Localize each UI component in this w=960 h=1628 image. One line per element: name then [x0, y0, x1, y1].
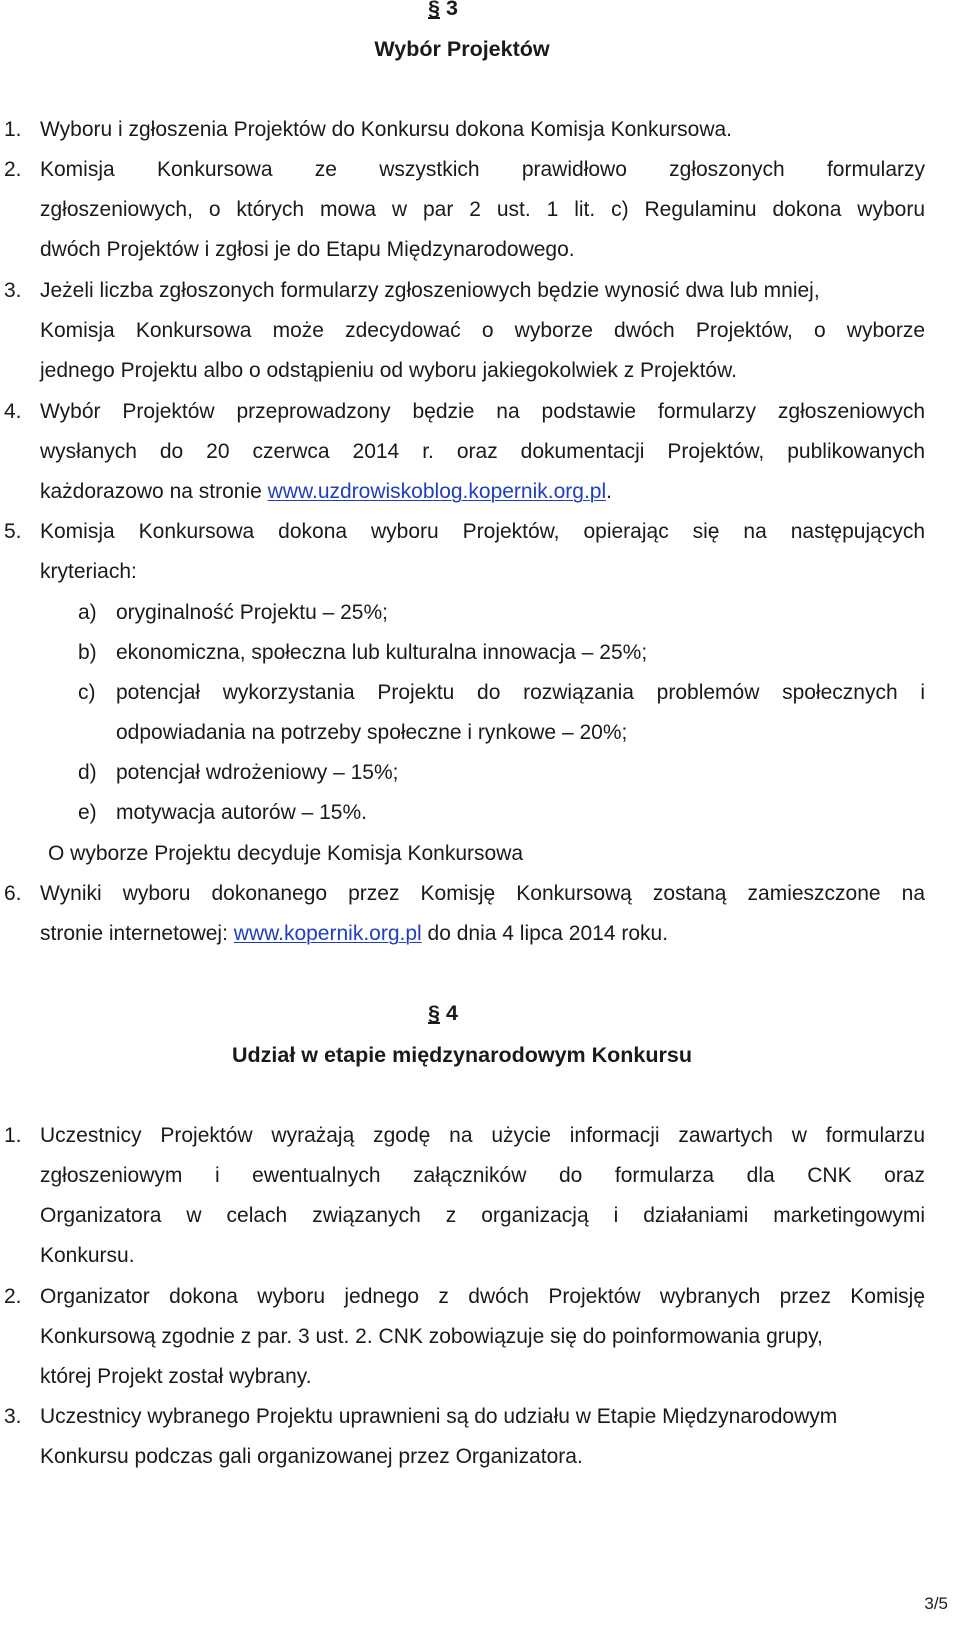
criteria-note: O wyborze Projektu decyduje Komisja Konkursowa [48, 842, 524, 865]
list-item-text: zgłoszeniowych, o których mowa w par 2 ust. 1 lit. c) Regulaminu dokona wyboru [40, 198, 925, 221]
list-item-text: Konkursową zgodnie z par. 3 ust. 2. CNK zobowiązuje się do poinformowania grupy, [40, 1325, 823, 1348]
item-number: 3. [4, 279, 22, 302]
text-fragment: do dnia 4 lipca 2014 roku. [421, 922, 669, 945]
text-fragment: każdorazowo na stronie [40, 480, 268, 503]
section-4-marker [428, 1001, 458, 1026]
kopernik-link[interactable]: www.kopernik.org.pl [233, 922, 422, 945]
section-number: 4 [445, 1001, 458, 1025]
criterion-text: potencjał wdrożeniowy – 15%; [116, 761, 399, 784]
item-number: 1. [4, 118, 22, 141]
list-item-text: Organizatora w celach związanych z organizacją i działaniami marketingowymi [40, 1204, 925, 1227]
list-item-text: Wybór Projektów przeprowadzony będzie na podstawie formularzy zgłoszeniowych [40, 400, 925, 423]
section-3-marker [428, 0, 458, 21]
section-number: 3 [445, 0, 458, 20]
section-3-title: Wybór Projektów [374, 37, 550, 61]
list-item-text: której Projekt został wybrany. [40, 1365, 312, 1388]
list-item-text: Konkursu. [40, 1244, 135, 1267]
section-glyph: § [428, 0, 440, 20]
item-number: 2. [4, 158, 22, 181]
criterion-text: potencjał wykorzystania Projektu do rozwiązania problemów społecznych i [116, 681, 925, 704]
list-item-text: kryteriach: [40, 560, 137, 583]
item-number: 4. [4, 400, 22, 423]
criterion-label: c) [78, 681, 96, 704]
item-number: 2. [4, 1285, 22, 1308]
list-item-text: Uczestnicy wybranego Projektu uprawnieni są do udziału w Etapie Międzynarodowym [40, 1405, 838, 1428]
criterion-label: d) [78, 761, 97, 784]
criterion-text: ekonomiczna, społeczna lub kulturalna innowacja – 25%; [116, 641, 648, 664]
criterion-text: odpowiadania na potrzeby społeczne i rynkowe – 20%; [116, 721, 628, 744]
list-item-text: jednego Projektu albo o odstąpieniu od wyboru jakiegokolwiek z Projektów. [40, 359, 737, 382]
list-item-text: Wyniki wyboru dokonanego przez Komisję Konkursową zostaną zamieszczone na [40, 882, 925, 905]
list-item-text: Organizator dokona wyboru jednego z dwóch Projektów wybranych przez Komisję [40, 1285, 925, 1308]
list-item-text: Uczestnicy Projektów wyrażają zgodę na użycie informacji zawartych w formularzu [40, 1124, 925, 1147]
list-item-text: Komisja Konkursowa może zdecydować o wyborze dwóch Projektów, o wyborze [40, 319, 925, 342]
criterion-label: b) [78, 641, 97, 664]
list-item-text: Wyboru i zgłoszenia Projektów do Konkursu dokona Komisja Konkursowa. [40, 118, 732, 141]
list-item-text: Konkursu podczas gali organizowanej przez Organizatora. [40, 1445, 583, 1468]
item-number: 6. [4, 882, 22, 905]
criterion-text: motywacja autorów – 15%. [116, 801, 367, 824]
list-item-text: Jeżeli liczba zgłoszonych formularzy zgłoszeniowych będzie wynosić dwa lub mniej, [40, 279, 820, 302]
criterion-label: a) [78, 601, 97, 624]
page-number: 3/5 [924, 1594, 948, 1613]
blog-link[interactable]: www.uzdrowiskoblog.kopernik.org.pl [267, 480, 607, 503]
list-item-text: zgłoszeniowym i ewentualnych załączników do formularza dla CNK oraz [40, 1164, 925, 1187]
criterion-text: oryginalność Projektu – 25%; [116, 601, 388, 624]
text-fragment: stronie internetowej: [40, 922, 234, 945]
section-4-title: Udział w etapie międzynarodowym Konkursu [232, 1043, 692, 1067]
list-item-text: wysłanych do 20 czerwca 2014 r. oraz dokumentacji Projektów, publikowanych [40, 440, 925, 463]
text-fragment: . [606, 480, 612, 503]
list-item-text [40, 477, 612, 507]
item-number: 1. [4, 1124, 22, 1147]
list-item-text: dwóch Projektów i zgłosi je do Etapu Międzynarodowego. [40, 238, 575, 261]
list-item-text: Komisja Konkursowa ze wszystkich prawidłowo zgłoszonych formularzy [40, 158, 925, 181]
section-glyph: § [428, 1001, 440, 1025]
list-item-text: Komisja Konkursowa dokona wyboru Projektów, opierając się na następujących [40, 520, 925, 543]
criterion-label: e) [78, 801, 97, 824]
item-number: 5. [4, 520, 22, 543]
item-number: 3. [4, 1405, 22, 1428]
list-item-text [40, 919, 668, 949]
